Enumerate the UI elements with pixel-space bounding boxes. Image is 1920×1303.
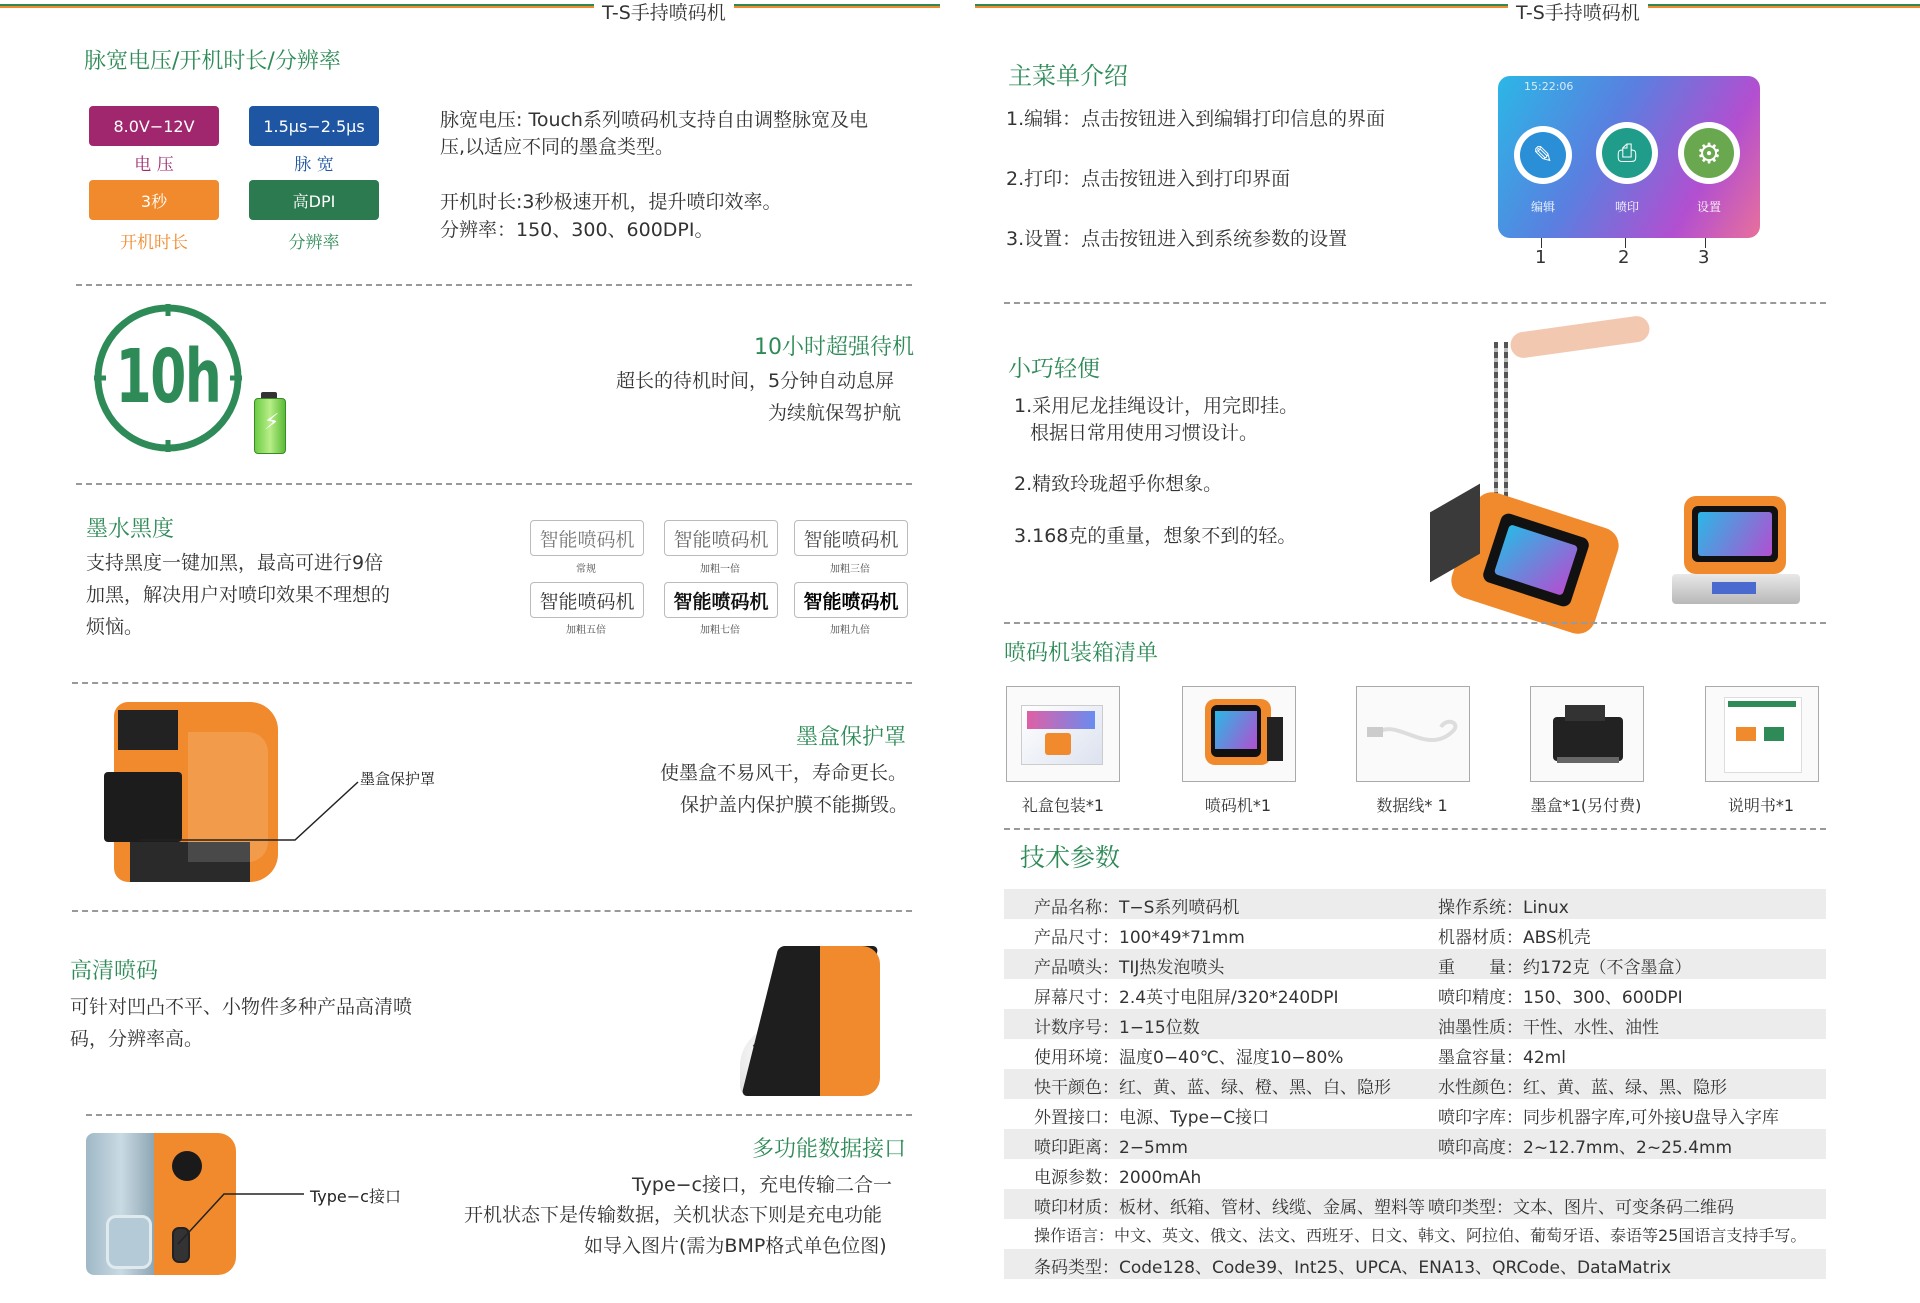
specs-title: 技术参数	[1020, 843, 1121, 872]
spec-row	[1004, 1069, 1826, 1099]
spec-right: 墨盒容量：42ml	[1438, 1048, 1566, 1068]
ink-sample: 智能喷码机	[530, 582, 644, 618]
compact-scale-image	[1672, 496, 1800, 606]
screen-number-3: 3	[1698, 247, 1710, 268]
screen-number-1: 1	[1535, 247, 1547, 268]
ink-line-1: 支持黑度一键加黑，最高可进行9倍	[86, 552, 384, 574]
spec-left: 产品尺寸：100*49*71mm	[1034, 928, 1245, 948]
spec-right: 喷印字库：同步机器字库,可外接U盘导入字库	[1438, 1108, 1779, 1128]
packing-title: 喷码机装箱清单	[1004, 641, 1159, 666]
spec-row	[1004, 949, 1826, 979]
port-line-1: Type−c接口，充电传输二合一	[632, 1174, 893, 1196]
pill-dpi-label: 分辨率	[288, 233, 340, 253]
hd-title: 高清喷码	[70, 959, 159, 984]
divider	[1004, 302, 1826, 304]
spec-left: 喷印距离：2−5mm	[1034, 1138, 1188, 1158]
spec-left: 屏幕尺寸：2.4英寸电阻屏/320*240DPI	[1034, 988, 1339, 1008]
spec-row	[1004, 979, 1826, 1009]
spec-row	[1004, 1009, 1826, 1039]
ink-sample-label: 加粗九倍	[830, 625, 870, 636]
standby-badge	[92, 302, 244, 454]
pulse-desc-1: 脉宽电压: Touch系列喷码机支持自由调整脉宽及电	[440, 109, 868, 131]
cover-line-1: 使墨盒不易风干，寿命更长。	[660, 762, 908, 784]
cover-callout-line	[140, 770, 360, 842]
divider	[86, 1114, 912, 1116]
spec-row	[1004, 889, 1826, 919]
ink-sample-label: 加粗七倍	[700, 625, 740, 636]
hd-line-2: 码，分辨率高。	[70, 1028, 204, 1050]
ink-sample: 智能喷码机	[664, 520, 778, 556]
spec-row	[1004, 1189, 1826, 1219]
compact-line-2: 根据日常用使用习惯设计。	[1030, 422, 1259, 444]
pill-voltage: 8.0V−12V	[89, 106, 219, 146]
compact-line-4: 3.168克的重量，想象不到的轻。	[1014, 525, 1297, 547]
pack-printer-image	[1182, 686, 1296, 782]
ink-sample: 智能喷码机	[664, 582, 778, 618]
pack-label: 数据线* 1	[1376, 796, 1448, 815]
divider	[1004, 622, 1826, 624]
pulse-desc-2: 压,以适应不同的墨盒类型。	[440, 136, 675, 158]
pill-boot-label: 开机时长	[120, 233, 188, 253]
spec-left: 产品喷头：TIJ热发泡喷头	[1034, 958, 1225, 978]
ink-sample-label: 加粗五倍	[566, 625, 606, 636]
screen-btn-print: 喷印	[1614, 200, 1639, 214]
compact-title: 小巧轻便	[1008, 356, 1100, 382]
standby-line-2: 为续航保驾护航	[768, 402, 902, 424]
spec-row	[1004, 1249, 1826, 1279]
pack-giftbox-image	[1006, 686, 1120, 782]
menu-item-print: 2.打印：点击按钮进入到打印界面	[1006, 168, 1291, 190]
ink-title: 墨水黑度	[86, 517, 175, 542]
spec-right: 机器材质：ABS机壳	[1438, 928, 1591, 948]
divider	[76, 284, 912, 286]
compact-line-3: 2.精致玲珑超乎你想象。	[1014, 473, 1223, 495]
divider	[76, 483, 912, 485]
port-callout: Type−c接口	[310, 1187, 401, 1206]
pill-dpi: 高DPI	[249, 180, 379, 220]
divider	[72, 682, 912, 684]
ink-sample: 智能喷码机	[794, 582, 908, 618]
ink-sample: 智能喷码机	[794, 520, 908, 556]
pulse-title: 脉宽电压/开机时长/分辨率	[84, 49, 341, 74]
pack-manual-image	[1705, 686, 1819, 782]
spec-left: 喷印材质：板材、纸箱、管材、线缆、金属、塑料等	[1034, 1198, 1425, 1218]
header-title-left: T-S手持喷码机	[594, 0, 734, 25]
screen-time: 15:22:06	[1524, 80, 1574, 93]
ink-line-3: 烦恼。	[86, 616, 144, 638]
header-stripe-left	[0, 4, 940, 10]
battery-icon: ⚡	[252, 392, 286, 454]
spec-row	[1004, 1099, 1826, 1129]
cover-title: 墨盒保护罩	[796, 725, 907, 750]
pack-label: 礼盒包装*1	[1021, 796, 1105, 815]
port-callout-line	[176, 1188, 306, 1248]
menu-item-edit: 1.编辑：点击按钮进入到编辑打印信息的界面	[1006, 108, 1386, 130]
screen-btn-settings: 设置	[1696, 200, 1721, 214]
ink-sample-label: 加粗一倍	[700, 564, 740, 575]
pack-cartridge-image	[1530, 686, 1644, 782]
spec-right: 喷印类型：文本、图片、可变条码二维码	[1428, 1198, 1734, 1218]
pack-cable-image	[1356, 686, 1470, 782]
ink-sample-label: 常规	[576, 564, 596, 575]
divider	[72, 910, 912, 912]
spec-left: 使用环境：温度0−40℃、湿度10−80%	[1034, 1048, 1344, 1068]
spec-right: 油墨性质：干性、水性、油性	[1438, 1018, 1659, 1038]
compact-line-1: 1.采用尼龙挂绳设计，用完即挂。	[1014, 395, 1299, 417]
port-title: 多功能数据接口	[752, 1137, 907, 1162]
cover-callout: 墨盒保护罩	[360, 770, 436, 788]
spec-row	[1004, 919, 1826, 949]
spec-row	[1004, 1039, 1826, 1069]
menu-title: 主菜单介绍	[1008, 62, 1128, 90]
spec-row	[1004, 1129, 1826, 1159]
spec-left: 外置接口：电源、Type−C接口	[1034, 1108, 1270, 1128]
standby-line-1: 超长的待机时间，5分钟自动息屏	[616, 370, 895, 392]
spec-row	[1004, 1219, 1826, 1249]
gear-icon: ⚙	[1678, 122, 1740, 184]
print-icon: ⎙	[1596, 122, 1658, 184]
hd-line-1: 可针对凹凸不平、小物件多种产品高清喷	[70, 996, 413, 1018]
port-line-2: 开机状态下是传输数据，关机状态下则是充电功能	[464, 1204, 883, 1226]
pill-voltage-label: 电 压	[134, 155, 174, 175]
pill-pulse: 1.5μs−2.5μs	[249, 106, 379, 146]
pack-label: 说明书*1	[1727, 796, 1795, 815]
screen-number-2: 2	[1618, 247, 1630, 268]
standby-badge-text: 10h	[115, 334, 221, 420]
spec-right: 水性颜色：红、黄、蓝、绿、黑、隐形	[1438, 1078, 1727, 1098]
cover-line-2: 保护盖内保护膜不能撕毁。	[680, 794, 909, 816]
spec-right: 喷印高度：2~12.7mm、2~25.4mm	[1438, 1138, 1733, 1158]
pack-label: 喷码机*1	[1204, 796, 1272, 815]
pill-boot: 3秒	[89, 180, 219, 220]
spec-right: 喷印精度：150、300、600DPI	[1438, 988, 1683, 1008]
header-stripe-right	[975, 4, 1920, 10]
hd-product-image	[740, 946, 880, 1096]
spec-left: 操作语言：中文、英文、俄文、法文、西班牙、日文、韩文、阿拉伯、葡萄牙语、泰语等25国语言支持手写。	[1034, 1226, 1807, 1245]
spec-right: 操作系统：Linux	[1438, 898, 1569, 918]
edit-icon: ✎	[1514, 126, 1572, 184]
port-line-3: 如导入图片(需为BMP格式单色位图)	[584, 1235, 887, 1257]
spec-right: 重 量：约172克（不含墨盒）	[1438, 958, 1692, 978]
ink-line-2: 加黑，解决用户对喷印效果不理想的	[86, 584, 391, 606]
ink-sample: 智能喷码机	[530, 520, 644, 556]
pulse-desc-4: 分辨率：150、300、600DPI。	[440, 219, 714, 241]
spec-left: 电源参数：2000mAh	[1034, 1168, 1202, 1188]
spec-row	[1004, 1159, 1826, 1189]
spec-left: 快干颜色：红、黄、蓝、绿、橙、黑、白、隐形	[1034, 1078, 1391, 1098]
screen-btn-edit: 编辑	[1530, 200, 1555, 214]
pill-pulse-label: 脉 宽	[294, 155, 334, 175]
spec-left: 产品名称：T−S系列喷码机	[1034, 898, 1240, 918]
header-title-right: T-S手持喷码机	[1508, 0, 1648, 25]
ink-sample-label: 加粗三倍	[830, 564, 870, 575]
pulse-desc-3: 开机时长:3秒极速开机，提升喷印效率。	[440, 191, 782, 213]
spec-left: 计数序号：1−15位数	[1034, 1018, 1200, 1038]
pack-label: 墨盒*1(另付费)	[1530, 796, 1642, 815]
divider	[1004, 828, 1826, 830]
compact-hand-image	[1430, 318, 1660, 618]
spec-left: 条码类型：Code128、Code39、Int25、UPCA、ENA13、QRCode、DataMatrix	[1034, 1258, 1672, 1278]
device-screen	[1498, 76, 1760, 238]
menu-item-settings: 3.设置：点击按钮进入到系统参数的设置	[1006, 228, 1348, 250]
standby-title: 10小时超强待机	[754, 335, 914, 360]
